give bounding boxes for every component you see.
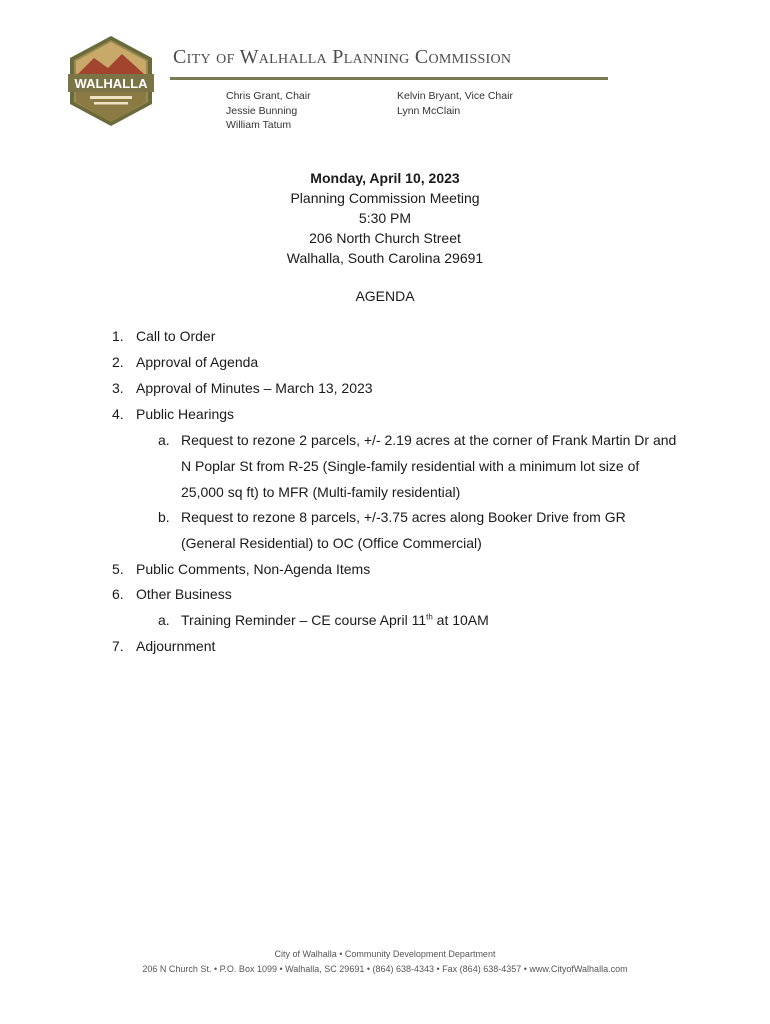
- commission-title: City of Walhalla Planning Commission: [173, 46, 512, 68]
- item-number: 5.: [112, 561, 124, 577]
- item-text: Approval of Agenda: [136, 354, 259, 370]
- footer-department: City of Walhalla • Community Development Department: [274, 949, 496, 959]
- hearing-letter: a.: [158, 432, 170, 448]
- meeting-city: Walhalla, South Carolina 29691: [286, 250, 484, 266]
- hearing-line: N Poplar St from R-25 (Single-family residential with a minimum lot size of: [181, 458, 640, 474]
- logo-text: WALHALLA: [74, 76, 148, 91]
- item-number: 6.: [112, 586, 124, 602]
- ordinal-suffix: th: [426, 612, 433, 622]
- item-text: Call to Order: [136, 328, 216, 344]
- hearing-line: Request to rezone 2 parcels, +/- 2.19 acres at the corner of Frank Martin Dr and: [181, 432, 677, 448]
- hearing-line: Request to rezone 8 parcels, +/-3.75 acres along Booker Drive from GR: [181, 509, 626, 525]
- item-text: Public Comments, Non-Agenda Items: [136, 561, 371, 577]
- member-name: Lynn McClain: [397, 104, 461, 117]
- meeting-time: 5:30 PM: [358, 210, 412, 226]
- item-text: Approval of Minutes – March 13, 2023: [136, 380, 373, 396]
- item-text: Other Business: [136, 586, 232, 602]
- hearing-line: 25,000 sq ft) to MFR (Multi-family residential): [181, 484, 461, 500]
- item-text: Public Hearings: [136, 406, 235, 422]
- item-number: 2.: [112, 354, 124, 370]
- item-number: 3.: [112, 380, 124, 396]
- meeting-name: Planning Commission Meeting: [290, 190, 480, 206]
- hearing-line: (General Residential) to OC (Office Commercial): [181, 535, 482, 551]
- agenda-heading: AGENDA: [355, 288, 415, 304]
- sub-item-text: [181, 612, 489, 628]
- member-name: William Tatum: [226, 119, 292, 131]
- item-number: 4.: [112, 406, 124, 422]
- item-number: 1.: [112, 328, 124, 344]
- member-name: Chris Grant, Chair: [226, 90, 311, 102]
- sub-item-letter: a.: [158, 612, 170, 628]
- hearing-letter: b.: [158, 509, 170, 525]
- item-text: Adjournment: [136, 638, 216, 654]
- member-name: Jessie Bunning: [226, 104, 298, 117]
- footer-contact: 206 N Church St. • P.O. Box 1099 • Walhalla, SC 29691 • (864) 638-4343 • Fax (864) 638-4357 • www.CityofWalhalla.com: [142, 964, 628, 974]
- item-number: 7.: [112, 638, 124, 654]
- member-name: Kelvin Bryant, Vice Chair: [397, 90, 513, 102]
- meeting-date: Monday, April 10, 2023: [310, 170, 460, 186]
- meeting-address: 206 North Church Street: [309, 230, 461, 246]
- training-time: at 10AM: [432, 612, 489, 628]
- training-text: Training Reminder – CE course April 11: [181, 612, 427, 628]
